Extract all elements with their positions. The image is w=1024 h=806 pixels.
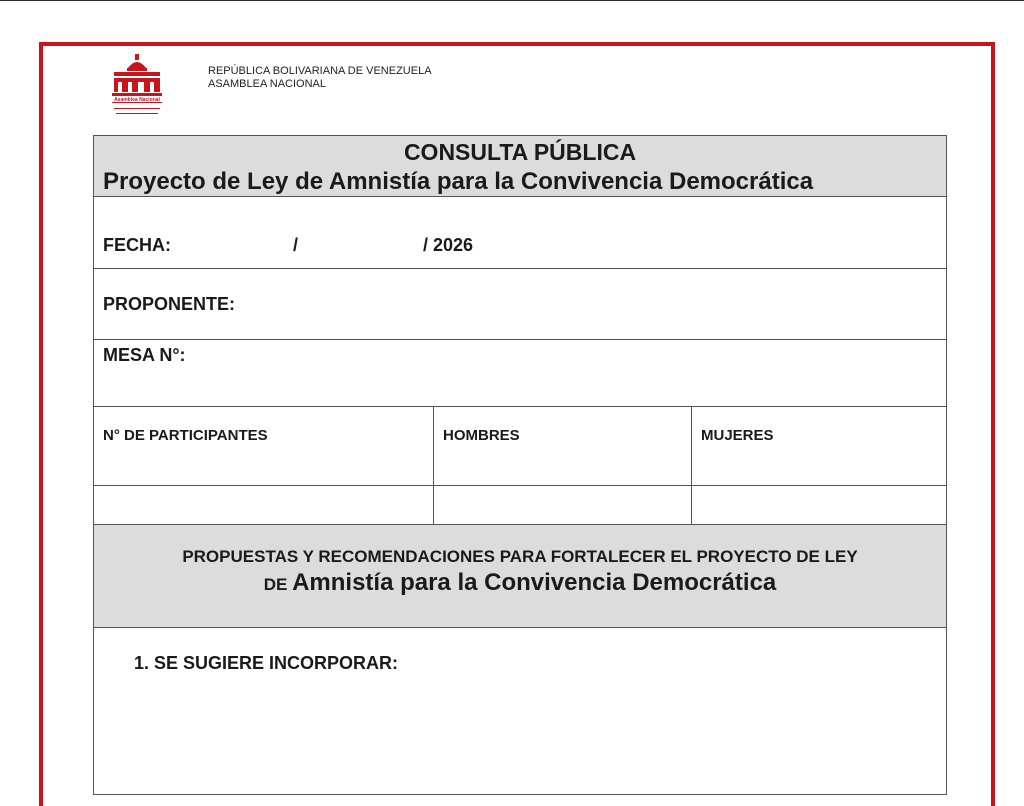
- header-line-asamblea: ASAMBLEA NACIONAL: [208, 78, 326, 90]
- header-line-republica: REPÚBLICA BOLIVARIANA DE VENEZUELA: [208, 65, 432, 77]
- mesa-row[interactable]: [94, 340, 946, 407]
- institution-header: [208, 65, 432, 91]
- asamblea-nacional-logo: [106, 52, 168, 118]
- sugerencia-item-1: 1. SE SUGIERE INCORPORAR:: [134, 653, 399, 673]
- consulta-form: [93, 135, 947, 795]
- fecha-label: FECHA:: [103, 235, 171, 255]
- propuestas-title-line2: [94, 569, 946, 597]
- form-title-row: [94, 136, 946, 197]
- mesa-label: MESA N°:: [103, 345, 186, 365]
- fecha-row[interactable]: [94, 197, 946, 269]
- column-divider: [433, 407, 434, 485]
- mujeres-value-cell[interactable]: [692, 486, 946, 524]
- top-rule: [0, 0, 1024, 1]
- form-subtitle: Proyecto de Ley de Amnistía para la Convivencia Democrática: [103, 168, 814, 195]
- propuestas-prefix: DE: [263, 575, 293, 594]
- fecha-year: / 2026: [423, 235, 474, 255]
- proponente-row[interactable]: [94, 269, 946, 340]
- logo-text: Asamblea Nacional: [114, 97, 160, 103]
- participantes-label: N° DE PARTICIPANTES: [103, 427, 268, 444]
- hombres-value-cell[interactable]: [434, 486, 691, 524]
- fecha-separator-1: /: [293, 235, 299, 255]
- proponente-label: PROPONENTE:: [103, 294, 236, 314]
- participantes-value-cell[interactable]: [94, 486, 433, 524]
- propuestas-law-name: Amnistía para la Convivencia Democrática: [292, 569, 777, 596]
- mujeres-label: MUJERES: [701, 427, 774, 444]
- form-title: CONSULTA PÚBLICA: [403, 139, 637, 165]
- propuestas-title-line1: PROPUESTAS Y RECOMENDACIONES PARA FORTALECER EL PROYECTO DE LEY: [182, 547, 858, 566]
- participantes-values-row: [94, 486, 946, 525]
- participantes-header-row: [94, 407, 946, 486]
- column-divider: [691, 407, 692, 485]
- propuestas-header: [94, 525, 946, 628]
- hombres-label: HOMBRES: [443, 427, 520, 444]
